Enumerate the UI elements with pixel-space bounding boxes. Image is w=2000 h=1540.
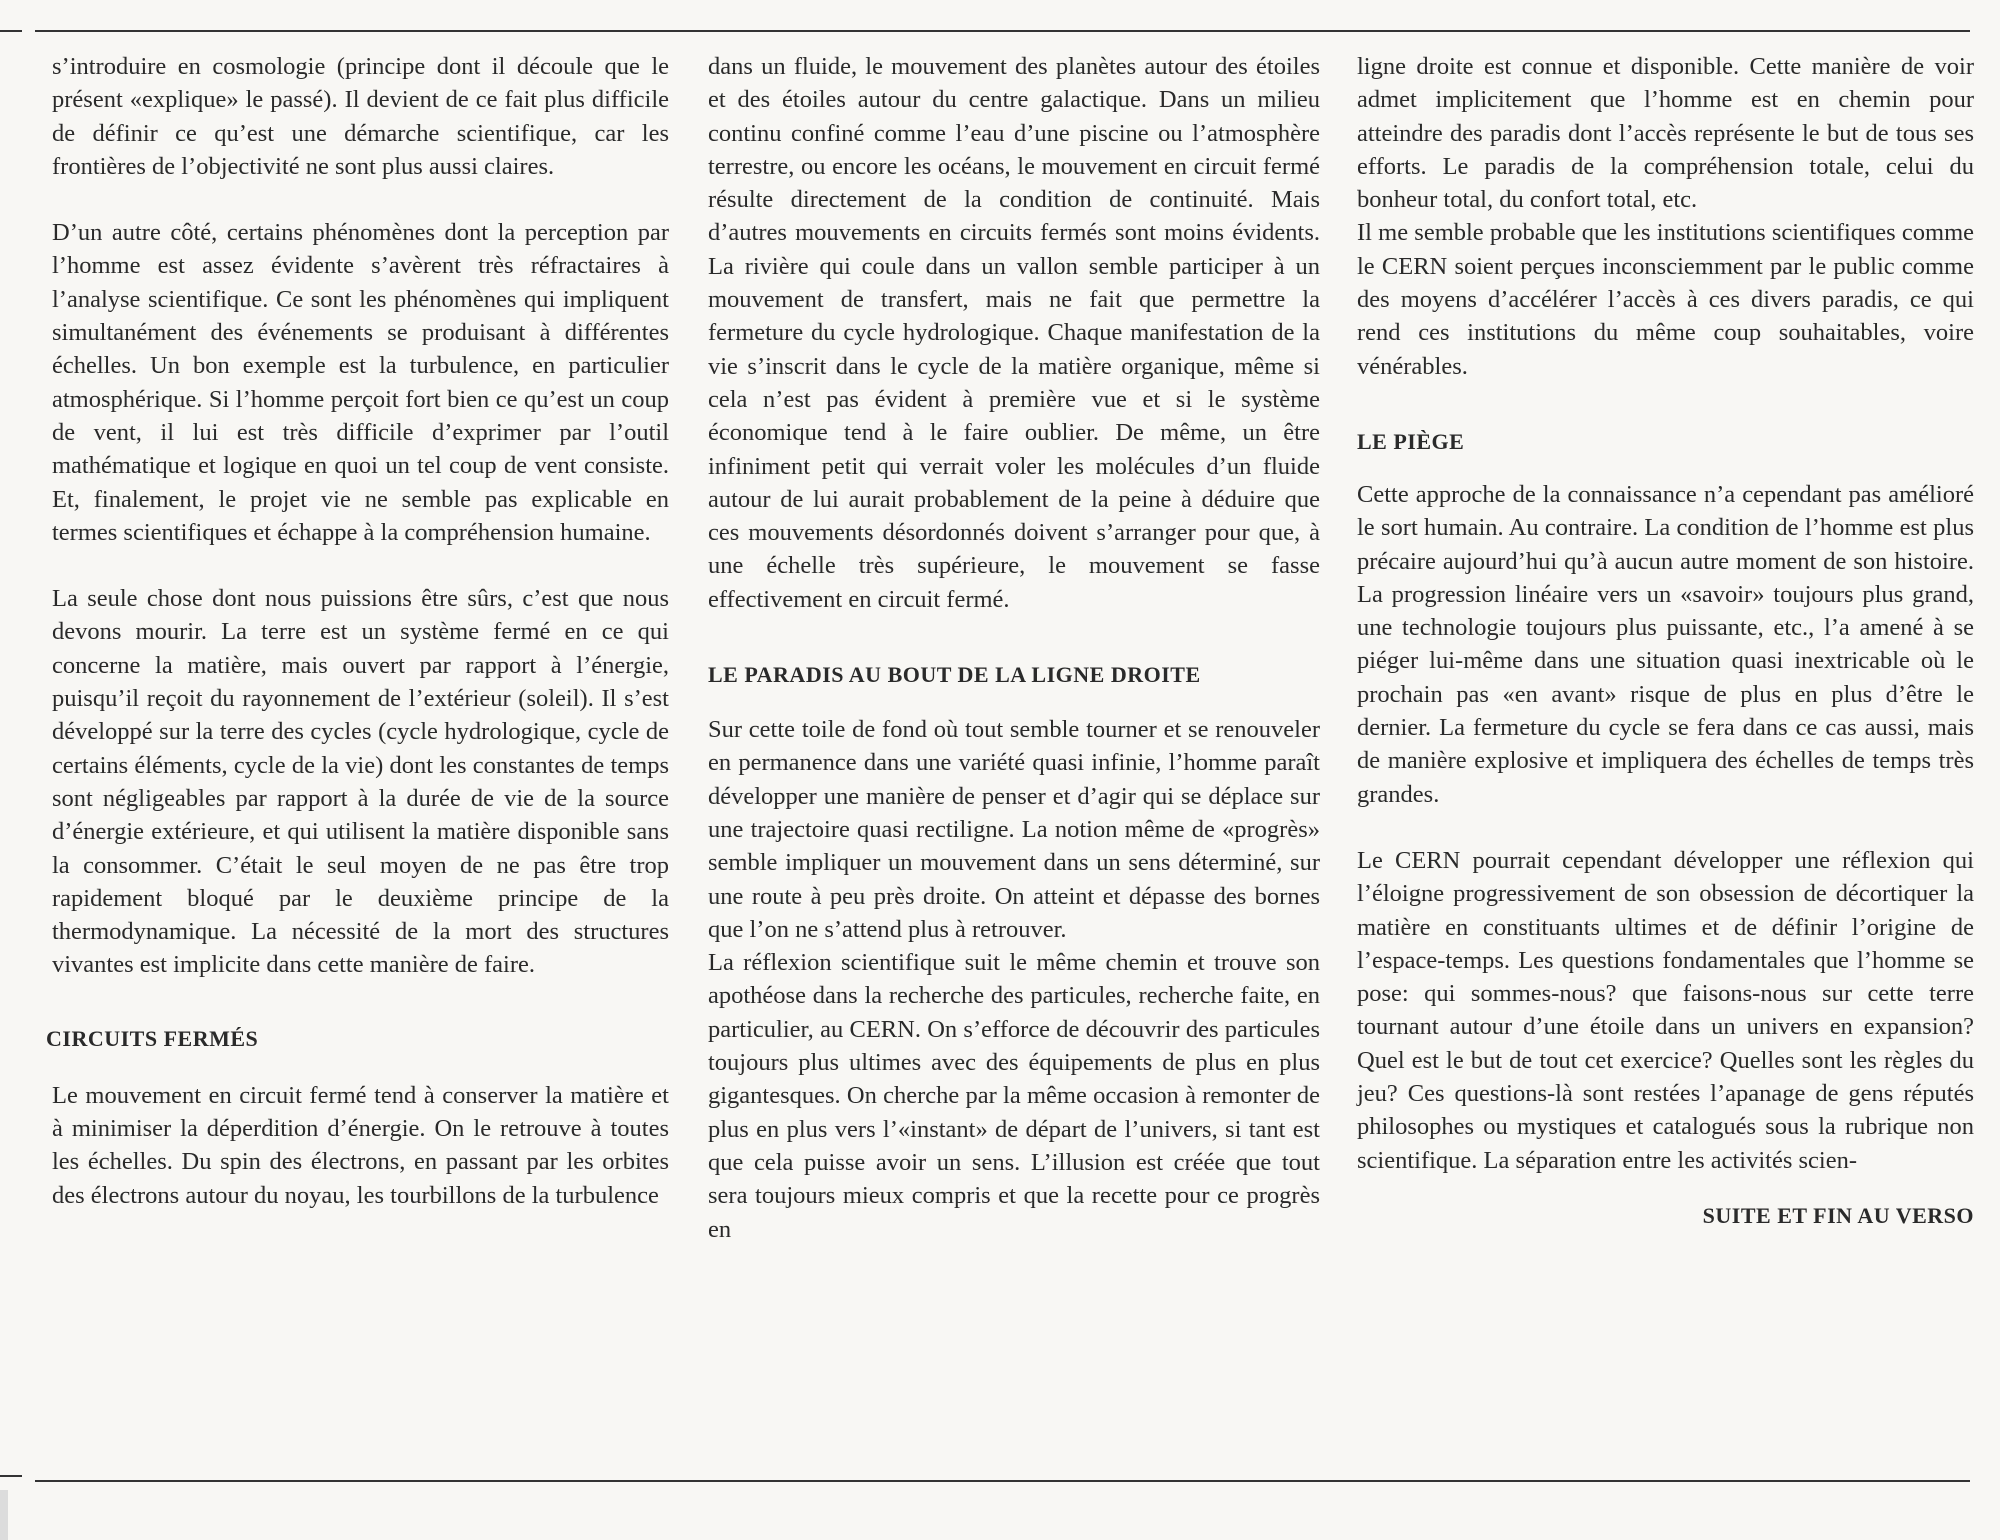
paragraph: dans un fluide, le mouvement des planètes autour des étoiles et des étoiles autour du centre galactique. Dans un milieu continu confiné comme l’eau d’une piscine ou l’atmosphère terrestre, ou encore les océans, le mouvement en circuit fermé résulte directement de la condition de continuité. Mais d’autres mouvements en circuits fermés sont moins évidents. La rivière qui coule dans un vallon semble participer à un mouvement de transfert, mais ne fait que permettre la fermeture du cycle hydrologique. Chaque manifestation de la vie s’inscrit dans le cycle de la matière organique, même si cela n’est pas évident à première vue et si le système économique tend à le faire oublier. De même, un être infiniment petit qui verrait voler les molécules d’un fluide autour de lui aurait probablement de la peine à déduire que ces mouvements désordonnés doivent s’arranger pour que, à une échelle très supérieure, le mouvement se fasse effectivement en circuit fermé. — [708, 53, 1320, 613]
paragraph: Cette approche de la connaissance n’a cependant pas amélioré le sort humain. Au contraire. La condition de l’homme est plus précaire aujourd’hui qu’à aucun autre moment de son histoire. La progression linéaire vers un «savoir» toujours plus grand, une technologie toujours plus puissante, etc., l’a amené à se piéger lui-même dans une situation quasi inextricable où le prochain pas «en avant» risque de plus en plus d’être le dernier. La fermeture du cycle se fera dans ce cas aussi, mais de manière explosive et impliquera des échelles de temps très grandes. — [1357, 480, 1974, 808]
margin-tick-top — [0, 30, 22, 32]
top-rule — [35, 30, 1970, 32]
paragraph: D’un autre côté, certains phénomènes dont la perception par l’homme est assez évidente s’avèrent très réfractaires à l’analyse scientifique. Ce sont les phénomènes qui impliquent simultanément des événements se produisant à différentes échelles. Un bon exemple est la turbulence, en particulier atmosphérique. Si l’homme perçoit fort bien ce qu’est un coup de vent, il lui est très difficile d’exprimer par l’outil mathématique et logique en quoi un tel coup de vent consiste. Et, finalement, le projet vie ne semble pas explicable en termes scientifiques et échappe à la compréhension humaine. — [52, 219, 669, 546]
paragraph: ligne droite est connue et disponible. Cette manière de voir admet implicitement que l’homme est en chemin pour atteindre des paradis dont l’accès représente le but de tous ses efforts. Le paradis de la compréhension totale, celui du bonheur total, du confort total, etc. — [1357, 53, 1974, 214]
paragraph: s’introduire en cosmologie (principe dont il découle que le présent «explique» le passé). Il devient de ce fait plus difficile de définir ce qu’est une démarche scientifique, car les frontières de l’objectivité ne sont plus aussi claires. — [52, 53, 669, 180]
paragraph: La seule chose dont nous puissions être sûrs, c’est que nous devons mourir. La terre est un système fermé en ce qui concerne la matière, mais ouvert par rapport à l’énergie, puisqu’il reçoit du rayonnement de l’extérieur (soleil). Il s’est développé sur la terre des cycles (cycle hydrologique, cycle de certains éléments, cycle de la vie) dont les constantes de temps sont négligeables par rapport à la durée de vie de la source d’énergie extérieure, et qui utilisent la matière disponible sans la consommer. C’était le seul moyen de ne pas être trop rapidement bloqué par le deuxième principe de la thermodynamique. La nécessité de la mort des structures vivantes est implicite dans cette manière de faire. — [52, 585, 669, 979]
section-heading-paradis: LE PARADIS AU BOUT DE LA LIGNE DROITE — [708, 662, 1201, 688]
bottom-rule — [35, 1480, 1970, 1482]
column-2 — [708, 50, 1320, 1246]
page-edge-shadow — [0, 1490, 8, 1540]
section-heading-circuits-fermes: CIRCUITS FERMÉS — [46, 1025, 259, 1051]
paragraph: Le CERN pourrait cependant développer une réflexion qui l’éloigne progressivement de son obsession de décortiquer la matière en constituants ultimes et de définir l’origine de l’espace-temps. Les questions fondamentales que l’homme se pose: qui sommes-nous? que faisons-nous sur cette terre tournant autour d’une étoile dans un univers en expansion? Quel est le but de tout cet exercice? Quelles sont les règles du jeu? Ces questions-là sont restées l’apanage de gens réputés philosophes ou mystiques et catalogués sous la rubrique non scientifique. La séparation entre les activités scien- — [1357, 846, 1974, 1174]
paragraph: Le mouvement en circuit fermé tend à conserver la matière et à minimiser la déperdition d’énergie. On le retrouve à toutes les échelles. Du spin des électrons, en passant par les orbites des électrons autour du noyau, les tourbillons de la turbulence — [52, 1081, 669, 1209]
section-heading-piege: LE PIÈGE — [1357, 428, 1465, 454]
column-1 — [46, 50, 669, 1212]
paragraph: Il me semble probable que les institutions scientifiques comme le CERN soient perçues inconsciemment par le public comme des moyens d’accélérer l’accès à ces divers paradis, ce qui rend ces institutions du même coup souhaitables, voire vénérables. — [1357, 219, 1974, 380]
margin-tick-bottom — [0, 1475, 22, 1477]
paragraph: La réflexion scientifique suit le même chemin et trouve son apothéose dans la recherche des particules, recherche faite, en particulier, au CERN. On s’efforce de découvrir des particules toujours plus ultimes avec des équipements de plus en plus gigantesques. On cherche par la même occasion à remonter de plus en plus vers l’«instant» de départ de l’univers, si tant est que cela puisse avoir un sens. L’illusion est créée que tout sera toujours mieux compris et que la recette pour ce progrès en — [708, 949, 1320, 1243]
column-3 — [1357, 50, 1974, 1232]
paragraph: Sur cette toile de fond où tout semble tourner et se renouveler en permanence dans une variété quasi infinie, l’homme paraît développer une manière de penser et d’agir qui se déplace sur une trajectoire quasi rectiligne. La notion même de «progrès» semble impliquer un mouvement dans un sens déterminé, sur une route à peu près droite. On atteint et dépasse des bornes que l’on ne s’attend plus à retrouver. — [708, 716, 1320, 943]
continued-note: SUITE ET FIN AU VERSO — [1702, 1202, 1974, 1228]
